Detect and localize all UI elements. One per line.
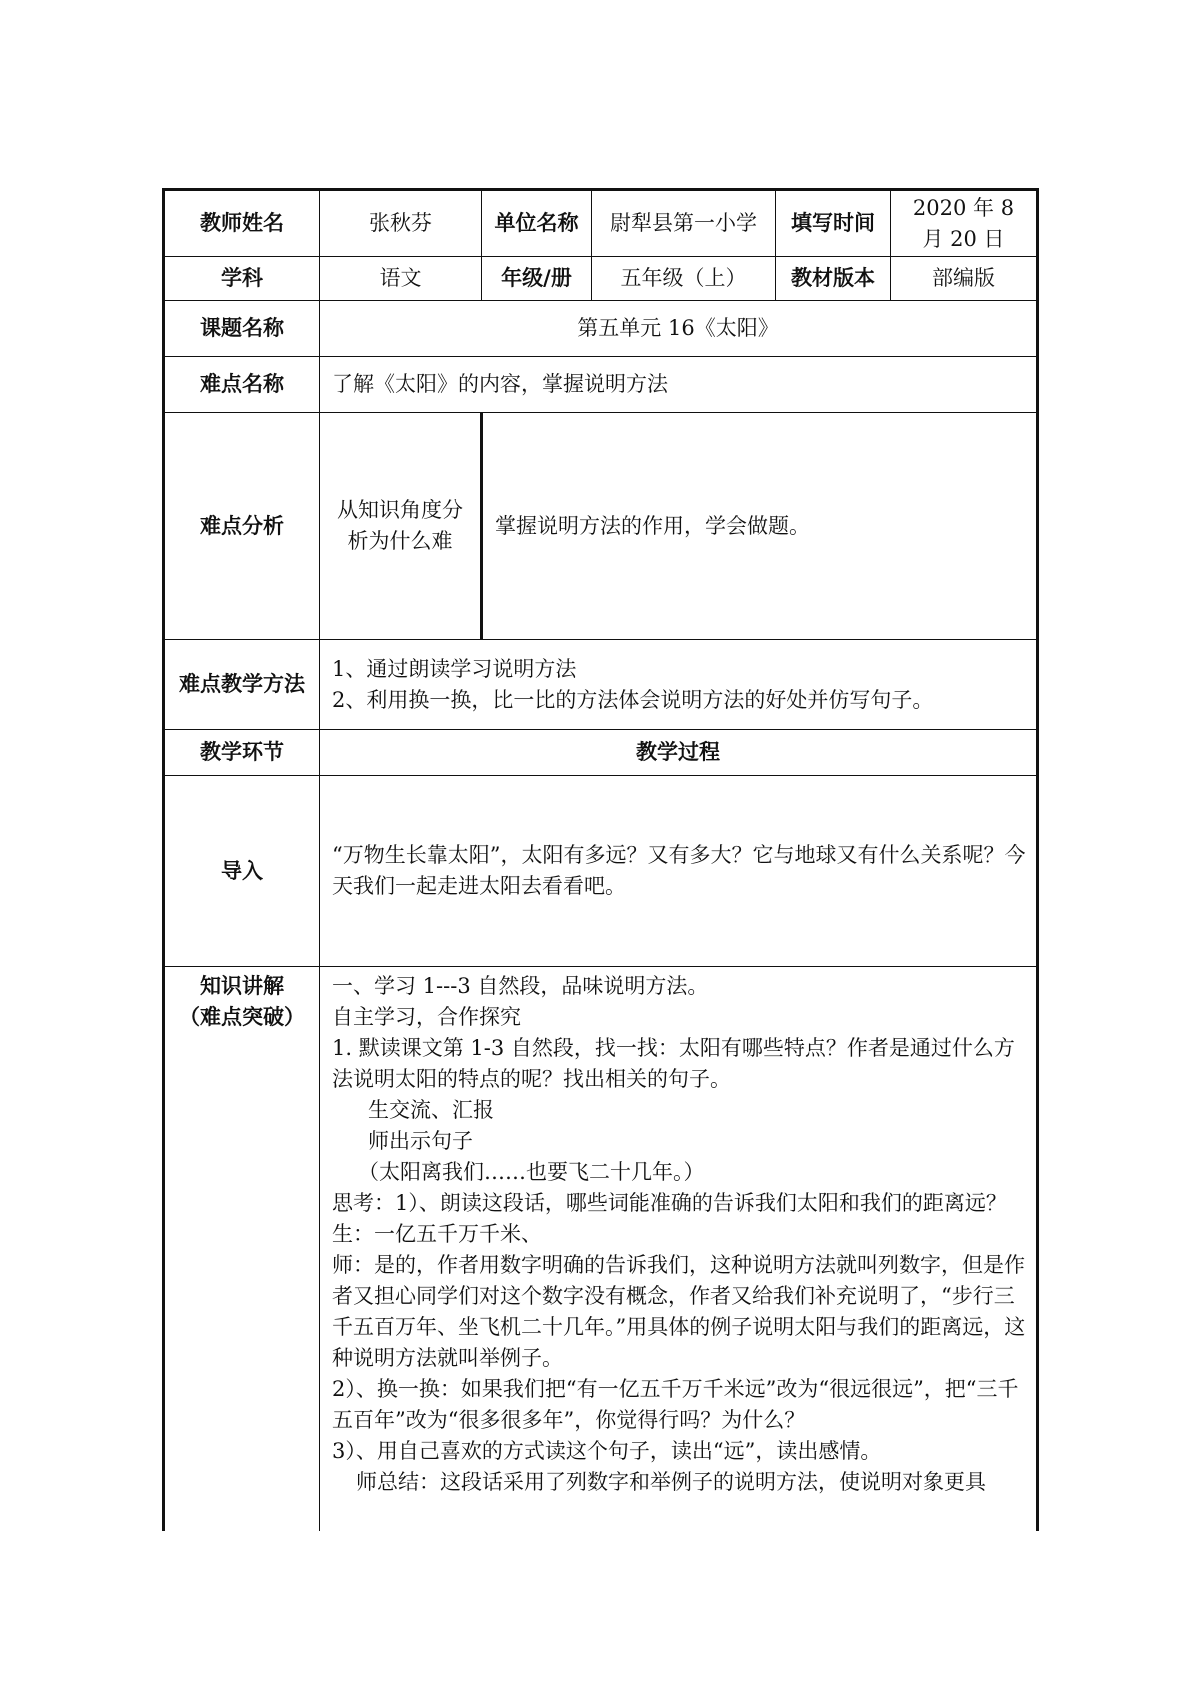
intro-text: “万物生长靠太阳”，太阳有多远？又有多大？它与地球又有什么关系呢？今天我们一起走进太阳去看看吧。 xyxy=(320,776,1038,967)
header-row-1 xyxy=(164,190,1038,257)
unit-label: 单位名称 xyxy=(482,190,592,257)
teacher-label: 教师姓名 xyxy=(164,190,320,257)
subject-label: 学科 xyxy=(164,257,320,301)
knowledge-line: 师出示句子 xyxy=(368,1129,473,1153)
difficulty-row xyxy=(164,357,1038,413)
date-value: 2020 年 8 月 20 日 xyxy=(891,190,1038,257)
teacher-value: 张秋芬 xyxy=(320,190,482,257)
knowledge-line: 自主学习，合作探究 xyxy=(332,1005,521,1029)
process-label: 教学过程 xyxy=(320,730,1038,776)
intro-row xyxy=(164,776,1038,967)
analysis-sub-label: 从知识角度分析为什么难 xyxy=(320,413,482,640)
knowledge-line: 师：是的，作者用数字明确的告诉我们，这种说明方法就叫列数字，但是作者又担心同学们对这个数字没有概念，作者又给我们补充说明了，“步行三千五百万年、坐飞机二十几年。”用具体的例子说明太阳与我们的距离远，这种说明方法就叫举例子。 xyxy=(332,1253,1026,1370)
topic-label: 课题名称 xyxy=(164,301,320,357)
method-line: 1、通过朗读学习说明方法 xyxy=(332,656,577,681)
grade-value: 五年级（上） xyxy=(592,257,776,301)
unit-value: 尉犁县第一小学 xyxy=(592,190,776,257)
topic-row xyxy=(164,301,1038,357)
knowledge-sub-label: （难点突破） xyxy=(179,1005,305,1029)
topic-value: 第五单元 16《太阳》 xyxy=(320,301,1038,357)
analysis-label: 难点分析 xyxy=(164,413,320,640)
knowledge-line: 生：一亿五千万千米、 xyxy=(332,1222,542,1246)
intro-label: 导入 xyxy=(164,776,320,967)
knowledge-line: 2）、换一换：如果我们把“有一亿五千万千米远”改为“很远很远”，把“三千五百年”改为“很多很多年”，你觉得行吗？为什么？ xyxy=(332,1377,1019,1432)
knowledge-line: 师总结：这段话采用了列数字和举例子的说明方法，使说明对象更具 xyxy=(356,1470,986,1494)
method-label: 难点教学方法 xyxy=(164,640,320,730)
date-label: 填写时间 xyxy=(776,190,891,257)
subject-value: 语文 xyxy=(320,257,482,301)
analysis-row xyxy=(164,413,1038,640)
analysis-value: 掌握说明方法的作用，学会做题。 xyxy=(482,413,1038,640)
knowledge-line: 生交流、汇报 xyxy=(368,1098,494,1122)
method-value xyxy=(320,640,1038,730)
knowledge-content xyxy=(320,967,1038,1531)
knowledge-label-cell xyxy=(164,967,320,1531)
edition-value: 部编版 xyxy=(891,257,1038,301)
difficulty-value: 了解《太阳》的内容，掌握说明方法 xyxy=(320,357,1038,413)
knowledge-line: 1. 默读课文第 1-3 自然段，找一找：太阳有哪些特点？作者是通过什么方法说明太阳的特点的呢？找出相关的句子。 xyxy=(332,1036,1015,1091)
difficulty-label: 难点名称 xyxy=(164,357,320,413)
header-row-2 xyxy=(164,257,1038,301)
knowledge-label: 知识讲解 xyxy=(200,974,284,998)
method-row xyxy=(164,640,1038,730)
knowledge-line: 思考：1）、朗读这段话，哪些词能准确的告诉我们太阳和我们的距离远？ xyxy=(332,1191,1007,1215)
grade-label: 年级/册 xyxy=(482,257,592,301)
lesson-plan-table xyxy=(162,188,1039,1531)
stage-header-row xyxy=(164,730,1038,776)
knowledge-row xyxy=(164,967,1038,1531)
stage-label: 教学环节 xyxy=(164,730,320,776)
knowledge-line: （太阳离我们……也要飞二十几年。） xyxy=(358,1160,705,1184)
knowledge-line: 3）、用自己喜欢的方式读这个句子，读出“远”，读出感情。 xyxy=(332,1439,882,1463)
edition-label: 教材版本 xyxy=(776,257,891,301)
method-line: 2、利用换一换，比一比的方法体会说明方法的好处并仿写句子。 xyxy=(332,687,934,712)
knowledge-line: 一、学习 1---3 自然段，品味说明方法。 xyxy=(332,974,709,998)
